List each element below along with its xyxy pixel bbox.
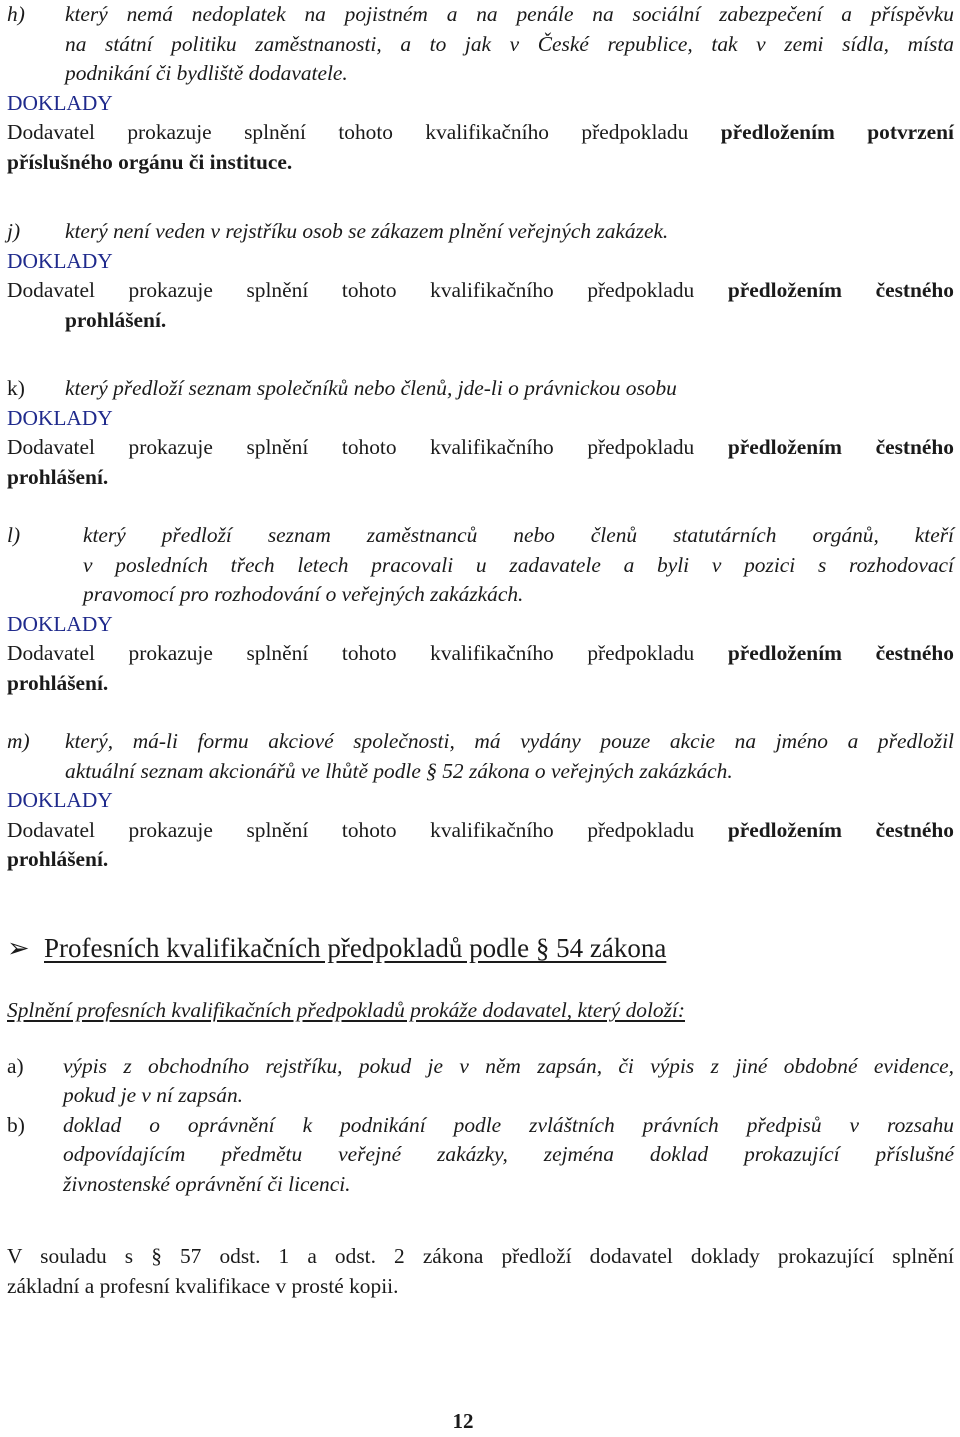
section-subheading: Splnění profesních kvalifikačních předpokladů prokáže dodavatel, který doloží: bbox=[7, 998, 685, 1022]
item-k bbox=[7, 374, 954, 492]
proof-text bbox=[7, 639, 954, 669]
item-h bbox=[7, 0, 954, 177]
item-text-line: odpovídajícím předmětu veřejné zakázky, zejména doklad prokazující příslušné bbox=[63, 1142, 954, 1166]
item-text-line: který předloží seznam společníků nebo členů, jde-li o právnickou osobu bbox=[65, 376, 677, 400]
item-text-line: podnikání či bydliště dodavatele. bbox=[65, 61, 348, 85]
item-m bbox=[7, 727, 954, 875]
proof-emphasis-cont: prohlášení. bbox=[7, 464, 109, 489]
doklady-heading: DOKLADY bbox=[7, 248, 113, 273]
item-text-line: který nemá nedoplatek na pojistném a na penále na sociální zabezpečení a příspěvku bbox=[65, 2, 954, 26]
section-heading-text: Profesních kvalifikačních předpokladů podle § 54 zákona bbox=[44, 933, 667, 963]
proof-emphasis-cont: příslušného orgánu či instituce. bbox=[7, 149, 293, 174]
item-label: b) bbox=[7, 1112, 25, 1137]
paragraph-line: V souladu s § 57 odst. 1 a odst. 2 zákona předloží dodavatel doklady prokazující splnění bbox=[7, 1244, 954, 1268]
item-j bbox=[7, 217, 954, 335]
item-text-line: živnostenské oprávnění či licenci. bbox=[63, 1171, 351, 1196]
item-text-line: který, má-li formu akciové společnosti, má vydány pouze akcie na jméno a předložil bbox=[65, 729, 954, 753]
proof-lead: Dodavatel prokazuje splnění tohoto kvalifikačního předpokladu bbox=[7, 278, 695, 302]
paragraph-line: základní a profesní kvalifikace v prosté kopii. bbox=[7, 1273, 399, 1298]
proof-emphasis: předložením čestného bbox=[727, 435, 954, 459]
proof-emphasis-cont: prohlášení. bbox=[7, 847, 109, 871]
item-text-line: aktuální seznam akcionářů ve lhůtě podle § 52 zákona o veřejných zakázkách. bbox=[65, 758, 733, 783]
proof-emphasis: předložením čestného bbox=[727, 641, 954, 665]
doklady-heading: DOKLADY bbox=[7, 405, 113, 430]
item-text-line: v posledních třech letech pracovali u zadavatele a byli v pozici s rozhodovací bbox=[83, 552, 954, 577]
list-item-a bbox=[7, 1052, 954, 1111]
proof-emphasis: předložením čestného bbox=[727, 278, 954, 302]
item-text-line: pravomocí pro rozhodování o veřejných zakázkách. bbox=[83, 582, 524, 606]
list-item-b bbox=[7, 1111, 954, 1200]
item-text-line: pokud je v ní zapsán. bbox=[63, 1083, 244, 1107]
proof-lead: Dodavatel prokazuje splnění tohoto kvalifikačního předpokladu bbox=[7, 120, 689, 144]
item-label: m) bbox=[7, 729, 30, 753]
item-label: a) bbox=[7, 1053, 24, 1078]
doklady-heading: DOKLADY bbox=[7, 788, 113, 812]
item-label: k) bbox=[7, 376, 25, 400]
final-paragraph bbox=[7, 1242, 954, 1301]
proof-emphasis-cont: prohlášení. bbox=[7, 670, 109, 695]
item-l bbox=[7, 521, 954, 698]
proof-emphasis: předložením čestného bbox=[727, 817, 954, 842]
proof-lead: Dodavatel prokazuje splnění tohoto kvalifikačního předpokladu bbox=[7, 435, 695, 459]
proof-text bbox=[7, 433, 954, 463]
doklady-heading: DOKLADY bbox=[7, 90, 113, 115]
item-label: j) bbox=[7, 219, 21, 243]
item-text-line: výpis z obchodního rejstříku, pokud je v něm zapsán, či výpis z jiné obdobné evidence, bbox=[63, 1053, 954, 1078]
item-text-line: doklad o oprávnění k podnikání podle zvláštních právních předpisů v rozsahu bbox=[63, 1112, 954, 1137]
section-heading bbox=[7, 930, 954, 966]
proof-text bbox=[7, 816, 954, 846]
proof-lead: Dodavatel prokazuje splnění tohoto kvalifikačního předpokladu bbox=[7, 817, 695, 842]
proof-emphasis-cont: prohlášení. bbox=[65, 307, 167, 332]
proof-lead: Dodavatel prokazuje splnění tohoto kvalifikačního předpokladu bbox=[7, 641, 695, 665]
proof-text bbox=[7, 276, 954, 306]
item-text-line: na státní politiku zaměstnanosti, a to jak v České republice, tak v zemi sídla, místa bbox=[65, 31, 954, 56]
item-label: l) bbox=[7, 523, 21, 547]
item-text-line: který není veden v rejstříku osob se zákazem plnění veřejných zakázek. bbox=[65, 219, 669, 243]
arrow-bullet-icon: ➢ bbox=[7, 933, 30, 963]
item-label: h) bbox=[7, 2, 25, 26]
proof-text bbox=[7, 118, 954, 148]
page-number: 12 bbox=[452, 1409, 474, 1433]
item-text-line: který předloží seznam zaměstnanců nebo členů statutárních orgánů, kteří bbox=[83, 523, 954, 547]
proof-emphasis: předložením potvrzení bbox=[720, 120, 954, 144]
professional-qualification-block bbox=[7, 996, 954, 1199]
doklady-heading: DOKLADY bbox=[7, 611, 113, 636]
